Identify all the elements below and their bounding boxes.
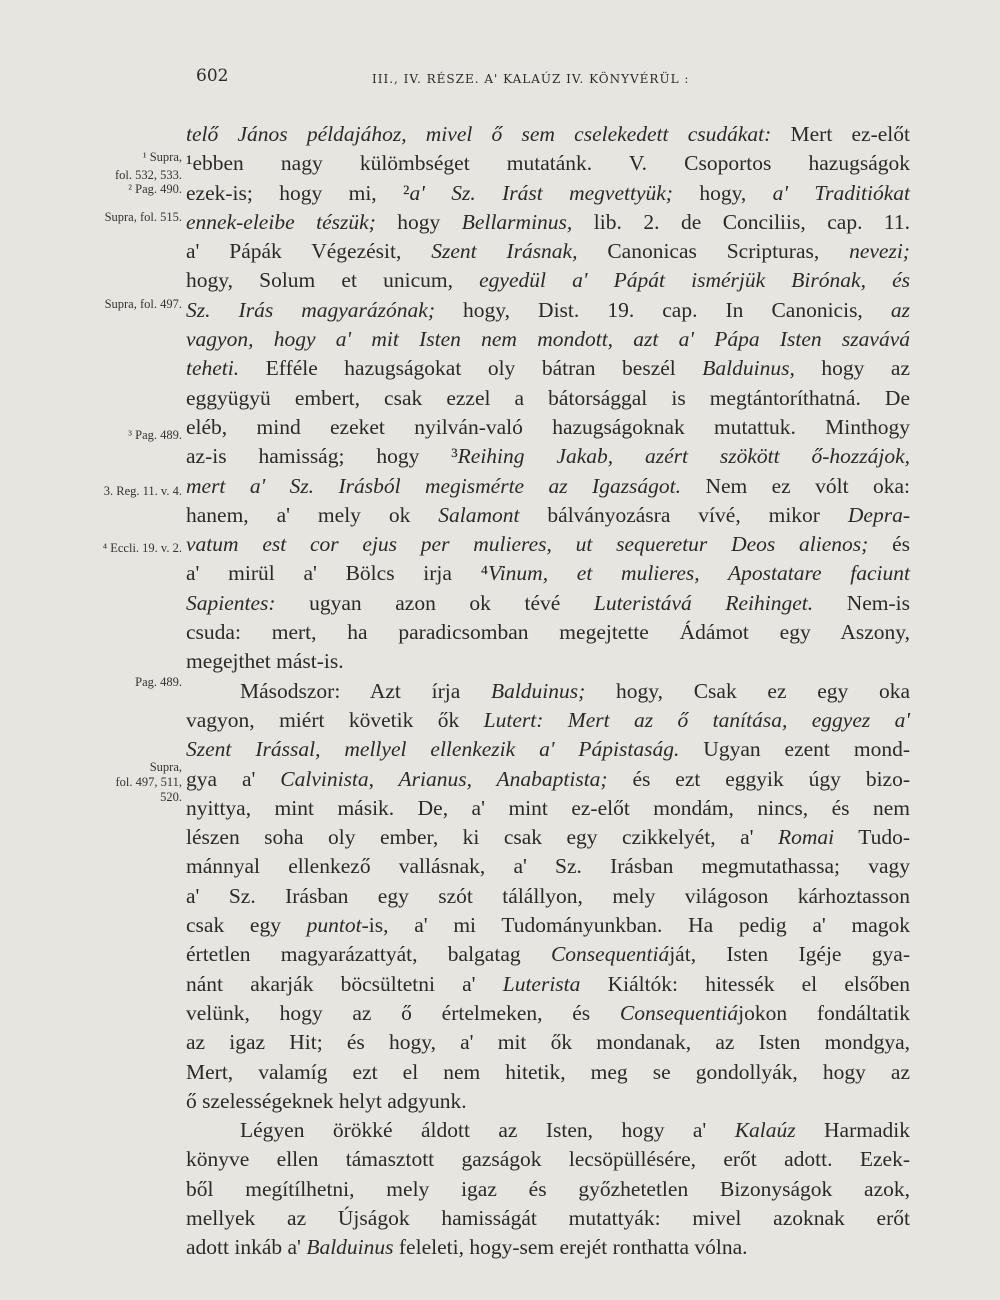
text-line: ennek-eleibe tészük; hogy Bellarminus, lib. 2. de Conciliis, cap. 11. bbox=[186, 209, 911, 234]
text-line: Légyen örökké áldott az Isten, hogy a' Kalaúz Harmadik bbox=[240, 1118, 911, 1143]
text-line: az igaz Hit; és hogy, a' mit ők mondanak, az Isten mondgya, bbox=[186, 1030, 910, 1055]
text-line: ből megítílhetni, mely igaz és győzhetetlen Bizonyságok azok, bbox=[186, 1176, 910, 1201]
text-line: vagyon, miért követik ők Lutert: Mert az ő tanítása, eggyez a' bbox=[186, 707, 911, 732]
margin-note: fol. 532, 533. bbox=[114, 168, 182, 182]
text-line: lészen soha oly ember, ki csak egy czikkelyét, a' Romai Tudo- bbox=[186, 825, 910, 850]
margin-note: 520. bbox=[160, 790, 182, 804]
text-line: gya a' Calvinista, Arianus, Anabaptista; és ezt eggyik úgy bizo- bbox=[186, 766, 910, 791]
margin-note: ¹ Supra, bbox=[142, 150, 182, 164]
text-line: nyittya, mint másik. De, a' mint ez-előt mondám, nincs, és nem bbox=[186, 795, 910, 820]
margin-note: 3. Reg. 11. v. 4. bbox=[103, 484, 182, 498]
text-line: csak egy puntot-is, a' mi Tudományunkban. Ha pedig a' magok bbox=[186, 913, 911, 938]
text-line: mellyek az Újságok hamisságát mutattyák: mivel azoknak erőt bbox=[186, 1205, 910, 1230]
text-line: megejthet mást-is. bbox=[186, 649, 344, 674]
page-number: 602 bbox=[196, 66, 229, 86]
text-line: Szent Irással, mellyel ellenkezik a' Pápistaság. Ugyan ezent mond- bbox=[186, 737, 910, 762]
text-line: hogy, Solum et unicum, egyedül a' Pápát ismérjük Birónak, és bbox=[186, 268, 910, 293]
text-line: eggyügyü embert, csak ezzel a bátorsággal is megtántoríthatná. De bbox=[186, 385, 910, 410]
text-line: Másodszor: Azt írja Balduinus; hogy, Csak ez egy oka bbox=[240, 678, 910, 703]
margin-note: Supra, fol. 515. bbox=[104, 210, 182, 224]
text-line: a' mirül a' Bölcs irja ⁴Vinum, et mulieres, Apostatare faciunt bbox=[186, 561, 911, 586]
text-line: eléb, mind ezeket nyilván-való hazugságoknak mutattuk. Minthogy bbox=[186, 414, 910, 439]
text-line: ő szelességeknek helyt adgyunk. bbox=[186, 1088, 467, 1113]
text-line: adott inkáb a' Balduinus feleleti, hogy-sem erejét ronthatta vólna. bbox=[186, 1235, 748, 1260]
text-line: Sz. Irás magyarázónak; hogy, Dist. 19. cap. In Canonicis, az bbox=[186, 297, 910, 322]
text-line: a' Sz. Irásban egy szót tálállyon, mely világoson kárhoztasson bbox=[186, 883, 910, 908]
text-line: könyve ellen támasztott gazságok lecsöpüllésére, erőt adott. Ezek- bbox=[186, 1147, 910, 1172]
margin-note: ³ Pag. 489. bbox=[128, 428, 182, 442]
text-line: velünk, hogy az ő értelmeken, és Consequentiájokon fondáltatik bbox=[186, 1000, 910, 1025]
text-line: hanem, a' mely ok Salamont bálványozásra vívé, mikor Depra- bbox=[186, 502, 910, 527]
text-line: ezek-is; hogy mi, ²a' Sz. Irást megvettyük; hogy, a' Traditiókat bbox=[186, 180, 910, 205]
running-head: III., IV. RÉSZE. A' KALAÚZ IV. KÖNYVÉRÜL : bbox=[372, 72, 690, 86]
margin-note: ⁴ Eccli. 19. v. 2. bbox=[102, 541, 182, 555]
text-line: csuda: mert, ha paradicsomban megejtette Ádámot egy Aszony, bbox=[186, 620, 910, 645]
margin-note: fol. 497, 511, bbox=[115, 775, 182, 789]
text-line: mánnyal ellenkező vallásnak, a' Sz. Irásban megmutathassa; vagy bbox=[186, 854, 910, 879]
text-line: értetlen magyarázattyát, balgatag Consequentiáját, Isten Igéje gya- bbox=[186, 942, 911, 967]
text-line: teheti. Efféle hazugságokat oly bátran beszél Balduinus, hogy az bbox=[186, 356, 910, 381]
margin-note: ² Pag. 490. bbox=[128, 182, 182, 196]
page-header bbox=[0, 60, 1000, 100]
margin-note: Pag. 489. bbox=[135, 675, 182, 689]
text-line: a' Pápák Végezésit, Szent Irásnak, Canonicas Scripturas, nevezi; bbox=[186, 239, 910, 264]
text-line: vagyon, hogy a' mit Isten nem mondott, azt a' Pápa Isten szavává bbox=[186, 327, 910, 352]
text-line: vatum est cor ejus per mulieres, ut sequeretur Deos alienos; és bbox=[186, 532, 910, 557]
text-line: ¹ebben nagy külömbséget mutatánk. V. Csoportos hazugságok bbox=[186, 151, 910, 176]
text-line: telő János példajához, mivel ő sem cselekedett csudákat: Mert ez-előt bbox=[186, 122, 910, 146]
text-line: nánt akarják böcsültetni a' Luterista Kiáltók: hitessék el elsőben bbox=[186, 971, 910, 996]
margin-note: Supra, fol. 497. bbox=[104, 297, 182, 311]
text-line: mert a' Sz. Irásból megismérte az Igazságot. Nem ez vólt oka: bbox=[186, 473, 910, 498]
body-text bbox=[186, 120, 910, 1263]
text-line: Sapientes: ugyan azon ok tévé Luteristává Reihinget. Nem-is bbox=[186, 590, 911, 615]
text-line: Mert, valamíg ezt el nem hitetik, meg se gondollyák, hogy az bbox=[186, 1059, 910, 1084]
margin-note: Supra, bbox=[149, 760, 182, 774]
text-line: az-is hamisság; hogy ³Reihing Jakab, azért szökött ő-hozzájok, bbox=[186, 444, 910, 469]
